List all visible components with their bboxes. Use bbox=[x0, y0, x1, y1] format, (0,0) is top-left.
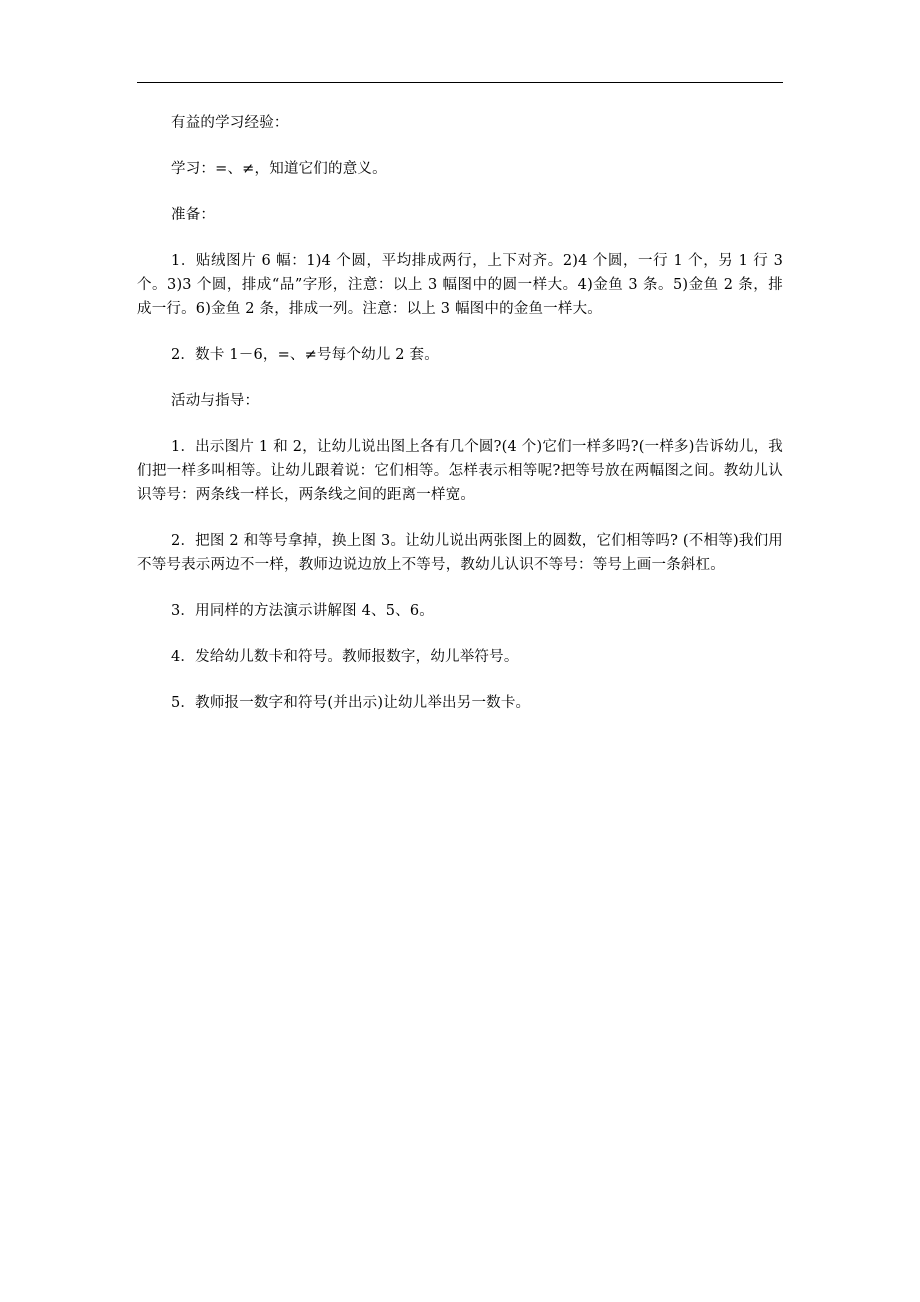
paragraph-preparation-1: 1．贴绒图片 6 幅：1)4 个圆，平均排成两行，上下对齐。2)4 个圆，一行 1 个，另 1 行 3 个。3)3 个圆，排成“品”字形，注意：以上 3 幅图中的圆一样大。4)金鱼 3 条。5)金鱼 2 条，排成一行。6)金鱼 2 条，排成一列。注意：以上 3 幅图中的金鱼一样大。 bbox=[137, 253, 783, 317]
paragraph-preparation-2: 2．数卡 1－6，=、≠号每个幼儿 2 套。 bbox=[171, 347, 439, 363]
paragraph-activity-4: 4．发给幼儿数卡和符号。教师报数字，幼儿举符号。 bbox=[171, 649, 519, 665]
section-heading-learning-experience: 有益的学习经验： bbox=[171, 115, 289, 131]
section-heading-preparation: 准备： bbox=[171, 207, 216, 223]
paragraph-learning-goal: 学习：=、≠，知道它们的意义。 bbox=[171, 161, 387, 177]
paragraph-activity-2: 2．把图 2 和等号拿掉，换上图 3。让幼儿说出两张图上的圆数，它们相等吗? (不相等)我们用不等号表示两边不一样，教师边说边放上不等号，教幼儿认识不等号：等号上画一条斜杠。 bbox=[137, 533, 783, 573]
header-rule bbox=[137, 82, 783, 83]
paragraph-activity-1: 1．出示图片 1 和 2，让幼儿说出图上各有几个圆?(4 个)它们一样多吗?(一样多)告诉幼儿，我们把一样多叫相等。让幼儿跟着说：它们相等。怎样表示相等呢?把等号放在两幅图之间。教幼儿认识等号：两条线一样长，两条线之间的距离一样宽。 bbox=[137, 439, 783, 503]
paragraph-activity-5: 5．教师报一数字和符号(并出示)让幼儿举出另一数卡。 bbox=[171, 695, 531, 711]
document-body bbox=[137, 111, 783, 737]
section-heading-activity: 活动与指导： bbox=[171, 393, 260, 409]
paragraph-activity-3: 3．用同样的方法演示讲解图 4、5、6。 bbox=[171, 603, 435, 619]
